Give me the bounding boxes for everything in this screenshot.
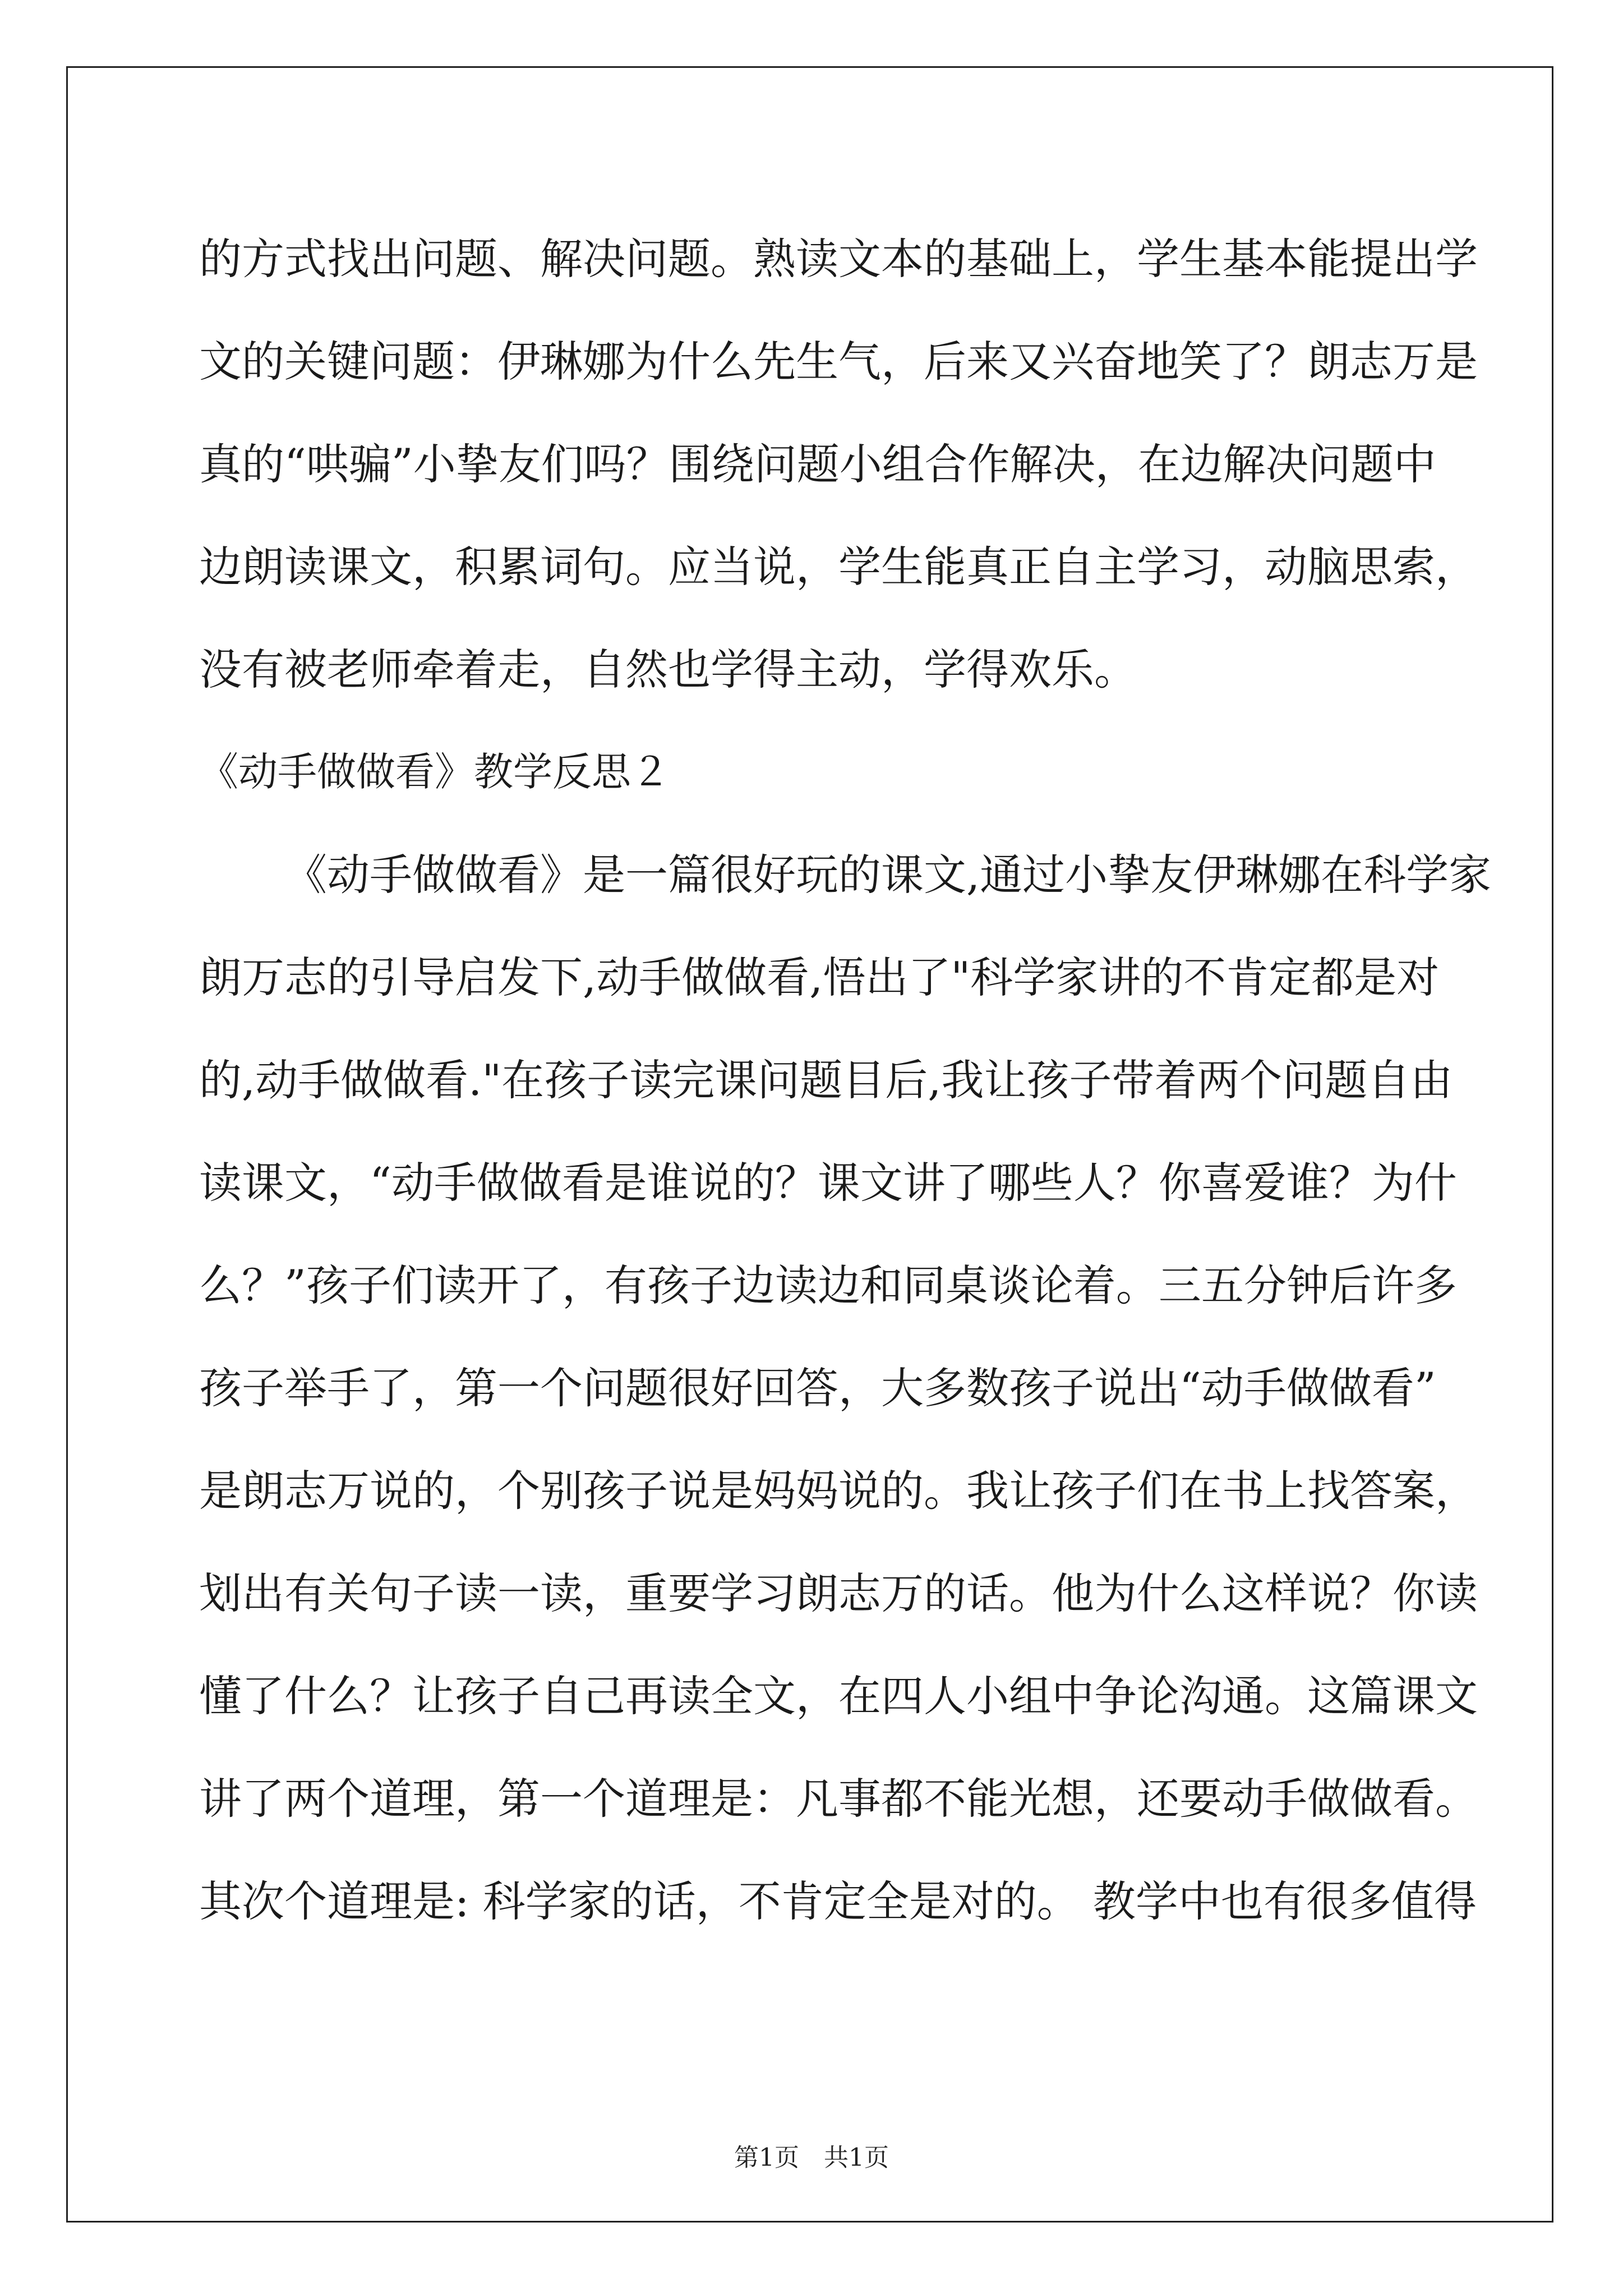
text-line: 真的“哄骗”小挚友们吗？围绕问题小组合作解决，在边解决问题中 — [199, 439, 1436, 489]
text-line: 边朗读课文，积累词句。应当说，学生能真正自主学习，动脑思索， — [199, 542, 1478, 592]
text-line: 是朗志万说的，个别孩子说是妈妈说的。我让孩子们在书上找答案， — [199, 1466, 1478, 1516]
text-line: 划出有关句子读一读，重要学习朗志万的话。他为什么这样说？你读 — [199, 1568, 1478, 1618]
text-line: 其次个道理是: 科学家的话，不肯定全是对的。 教学中也有很多值得 — [199, 1876, 1477, 1926]
text-line: 懂了什么？让孩子自己再读全文，在四人小组中争论沟通。这篇课文 — [199, 1671, 1478, 1721]
document-body — [199, 208, 1492, 1953]
text-line: 孩子举手了，第一个问题很好回答，大多数孩子说出“动手做做看” — [199, 1363, 1436, 1413]
text-line: 的方式找出问题、解决问题。熟读文本的基础上，学生基本能提出学 — [199, 234, 1478, 284]
text-line: 么？”孩子们读开了，有孩子边读边和同桌谈论着。三五分钟后许多 — [199, 1260, 1457, 1310]
section-heading: 《动手做做看》教学反思２ — [199, 749, 670, 795]
text-line: 读课文，“动手做做看是谁说的？课文讲了哪些人？你喜爱谁？为什 — [199, 1158, 1457, 1208]
text-line: 讲了两个道理，第一个道理是：凡事都不能光想，还要动手做做看。 — [199, 1774, 1478, 1824]
text-line: 的,动手做做看."在孩子读完课问题目后,我让孩子带着两个问题自由 — [199, 1055, 1453, 1105]
paragraph-first-line: 《动手做做看》是一篇很好玩的课文,通过小挚友伊琳娜在科学家 — [284, 850, 1492, 900]
text-line: 文的关键问题：伊琳娜为什么先生气，后来又兴奋地笑了？朗志万是 — [199, 337, 1478, 386]
page-footer: 第1页 共1页 — [734, 2143, 889, 2172]
text-line: 朗万志的引导启发下,动手做做看,悟出了"科学家讲的不肯定都是对 — [199, 953, 1440, 1002]
text-line: 没有被老师牵着走，自然也学得主动，学得欢乐。 — [199, 645, 1137, 694]
